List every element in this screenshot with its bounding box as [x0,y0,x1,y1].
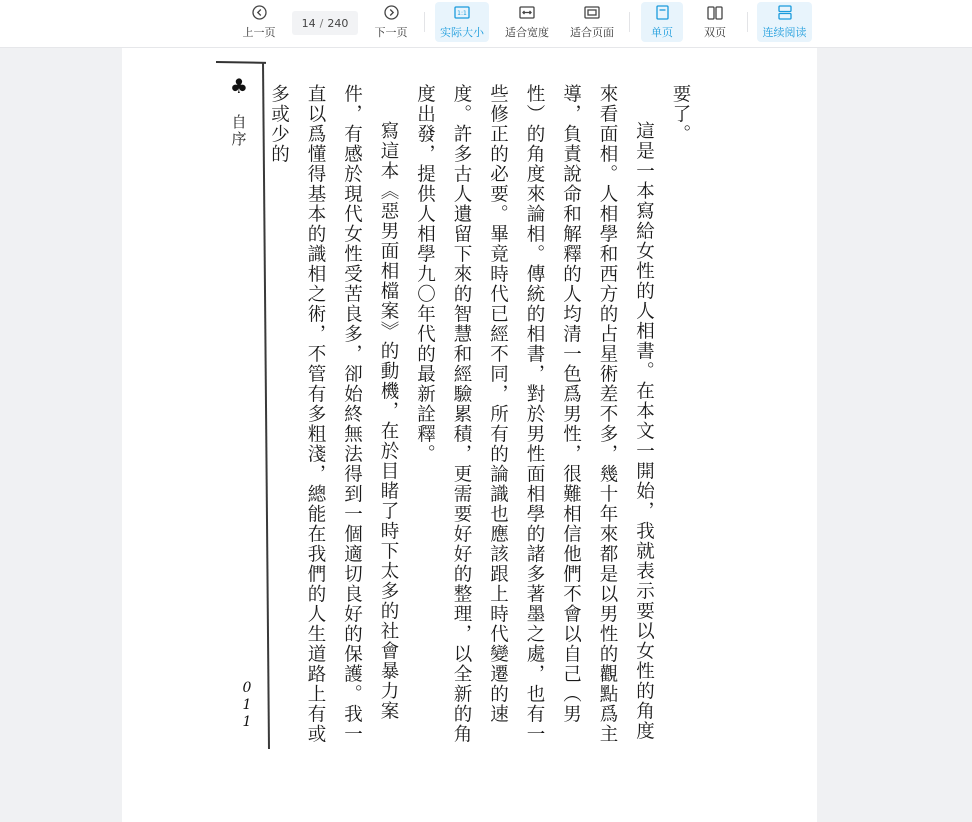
actual-size-button[interactable] [435,2,489,42]
single-page-label: 单页 [651,25,673,39]
continuous-reading-button[interactable] [757,2,812,42]
chapter-title: 自 序 [231,113,247,148]
fit-page-button[interactable] [566,2,618,42]
actual-size-icon [454,5,470,21]
fit-page-label: 适合页面 [570,25,614,39]
page-frame-top-line [216,61,266,64]
prev-page-button[interactable] [238,2,280,42]
reader-toolbar [0,0,972,48]
fit-page-icon [584,5,600,21]
double-page-label: 双页 [704,25,726,39]
toolbar-divider [629,12,630,32]
continuous-scroll-icon [778,5,792,21]
next-page-label: 下一页 [374,25,408,39]
chevron-left-icon [252,5,267,21]
fit-width-label: 适合宽度 [505,25,549,39]
chevron-right-icon [384,5,399,21]
next-page-button[interactable] [370,2,412,42]
total-pages: 240 [327,16,349,30]
document-page [122,48,817,822]
toolbar-divider [424,12,425,32]
actual-size-label: 实际大小 [440,25,484,39]
toolbar-divider [747,12,748,32]
current-page-input[interactable]: 14 [301,16,316,30]
paragraph: 這是一本寫給女性的人相書。在本文一開始，我就表示要以女性的角度來看面相。人相學和西方的占星術差不多，幾十年來都是以男性的觀點爲主導，負責說命和解釋的人均清一色爲男性，很難相信他們不會以自己（男性）的角度來論相。傳統的相書，對於男性面相學的諸多著墨之處，也有一些修正的必要。畢竟時代已經不同，所有的論識也應該跟上時代變遷的速度。許多古人遺留下來的智慧和經驗累積，更需要好好的整理，以全新的角度出發，提供人相學九〇年代的最新詮釋。 [414,84,655,744]
prev-page-label: 上一页 [242,25,276,39]
page-separator: / [319,16,324,30]
continuous-reading-label: 连续阅读 [762,25,807,39]
svg-text:1:1: 1:1 [457,10,467,17]
page-indicator[interactable] [292,11,358,35]
single-page-button[interactable] [641,2,683,42]
page-number: 0 1 1 [242,680,252,730]
club-suit-icon: ♣ [230,74,248,98]
fit-width-button[interactable] [501,2,553,42]
body-text [268,84,698,744]
paragraph: 寫這本《惡男面相檔案》的動機，在於目睹了時下太多的社會暴力案件，有感於現代女性受苦良多，卻始終無法得到一個適切良好的保護。我一直以爲懂得基本的識相之術，不管有多粗淺，總能在我們的人生道路上有或多或少的 [268,84,399,744]
paragraph: 要了。 [670,84,691,144]
fit-width-icon [519,5,535,21]
double-page-button[interactable] [694,2,736,42]
single-page-icon [656,5,669,21]
double-page-icon [707,5,723,21]
